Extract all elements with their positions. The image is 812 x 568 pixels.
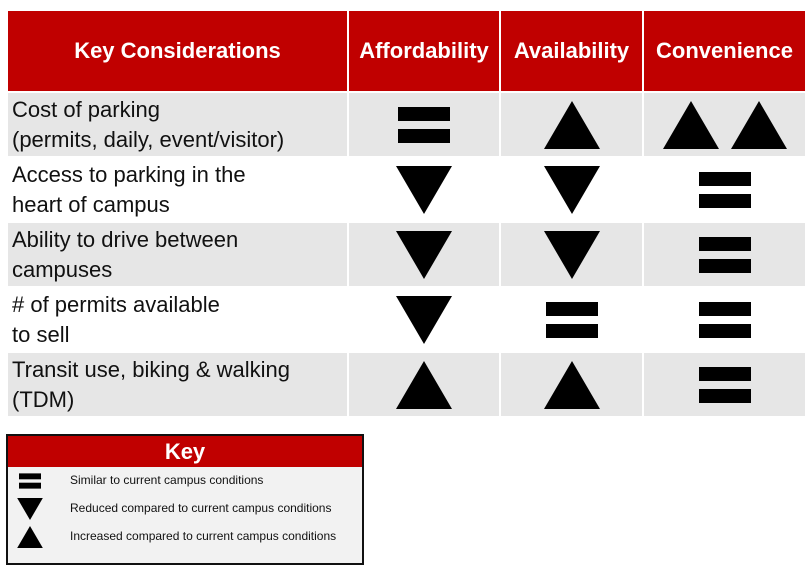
affordability-cell [349,353,499,416]
row-label-line: Cost of parking [12,96,160,122]
key-item-increased [8,523,362,551]
row-label-line: heart of campus [12,191,170,217]
convenience-cell [644,93,805,156]
up-triangle-icon [17,526,43,548]
equal-icon [699,367,751,403]
convenience-cell [644,288,805,351]
row-label [8,158,347,221]
key-item-text: Similar to current campus conditions [70,473,264,487]
header-availability: Availability [501,11,642,91]
down-triangle-icon [17,498,43,520]
availability-cell [501,288,642,351]
row-label-line: to sell [12,321,70,347]
row-label-line: Ability to drive between [12,226,239,252]
down-triangle-icon [544,166,600,214]
up-triangle-icon [544,361,600,409]
convenience-cell [644,158,805,221]
key-item-similar [8,467,362,495]
key-legend [6,434,364,565]
row-label-line: # of permits available [12,291,220,317]
key-icon-slot [17,469,43,493]
row-label [8,223,347,286]
table-row [8,158,805,221]
row-label-line: Transit use, biking & walking [12,356,290,382]
equal-icon [699,237,751,273]
key-icon-slot [17,497,43,521]
availability-cell [501,93,642,156]
equal-icon [546,302,598,338]
key-title: Key [8,436,362,467]
key-item-text: Increased compared to current campus conditions [70,529,337,543]
affordability-cell [349,158,499,221]
considerations-table [6,9,807,418]
header-key-considerations: Key Considerations [8,11,347,91]
down-triangle-icon [396,166,452,214]
row-label-line: Access to parking in the [12,161,246,187]
key-item-text: Reduced compared to current campus conditions [70,501,332,515]
availability-cell [501,353,642,416]
key-icon-slot [17,525,43,549]
table-row [8,223,805,286]
row-label [8,353,347,416]
convenience-cell [644,353,805,416]
up-triangle-icon [396,361,452,409]
row-label [8,288,347,351]
up-triangle-icon [544,101,600,149]
row-label-line: (TDM) [12,386,75,412]
equal-icon [398,107,450,143]
availability-cell [501,223,642,286]
header-convenience: Convenience [644,11,805,91]
down-triangle-icon [544,231,600,279]
row-label [8,93,347,156]
table-row [8,353,805,416]
convenience-cell [644,223,805,286]
table-row [8,288,805,351]
affordability-cell [349,223,499,286]
row-label-line: campuses [12,256,113,282]
equal-icon [19,473,41,489]
down-triangle-icon [396,231,452,279]
availability-cell [501,158,642,221]
row-label-line: (permits, daily, event/visitor) [12,126,285,152]
up-triangle-icon [731,101,787,149]
affordability-cell [349,288,499,351]
down-triangle-icon [396,296,452,344]
up-triangle-icon [663,101,719,149]
table-header-row [8,11,805,91]
header-affordability: Affordability [349,11,499,91]
key-item-reduced [8,495,362,523]
equal-icon [699,172,751,208]
affordability-cell [349,93,499,156]
table-row [8,93,805,156]
equal-icon [699,302,751,338]
